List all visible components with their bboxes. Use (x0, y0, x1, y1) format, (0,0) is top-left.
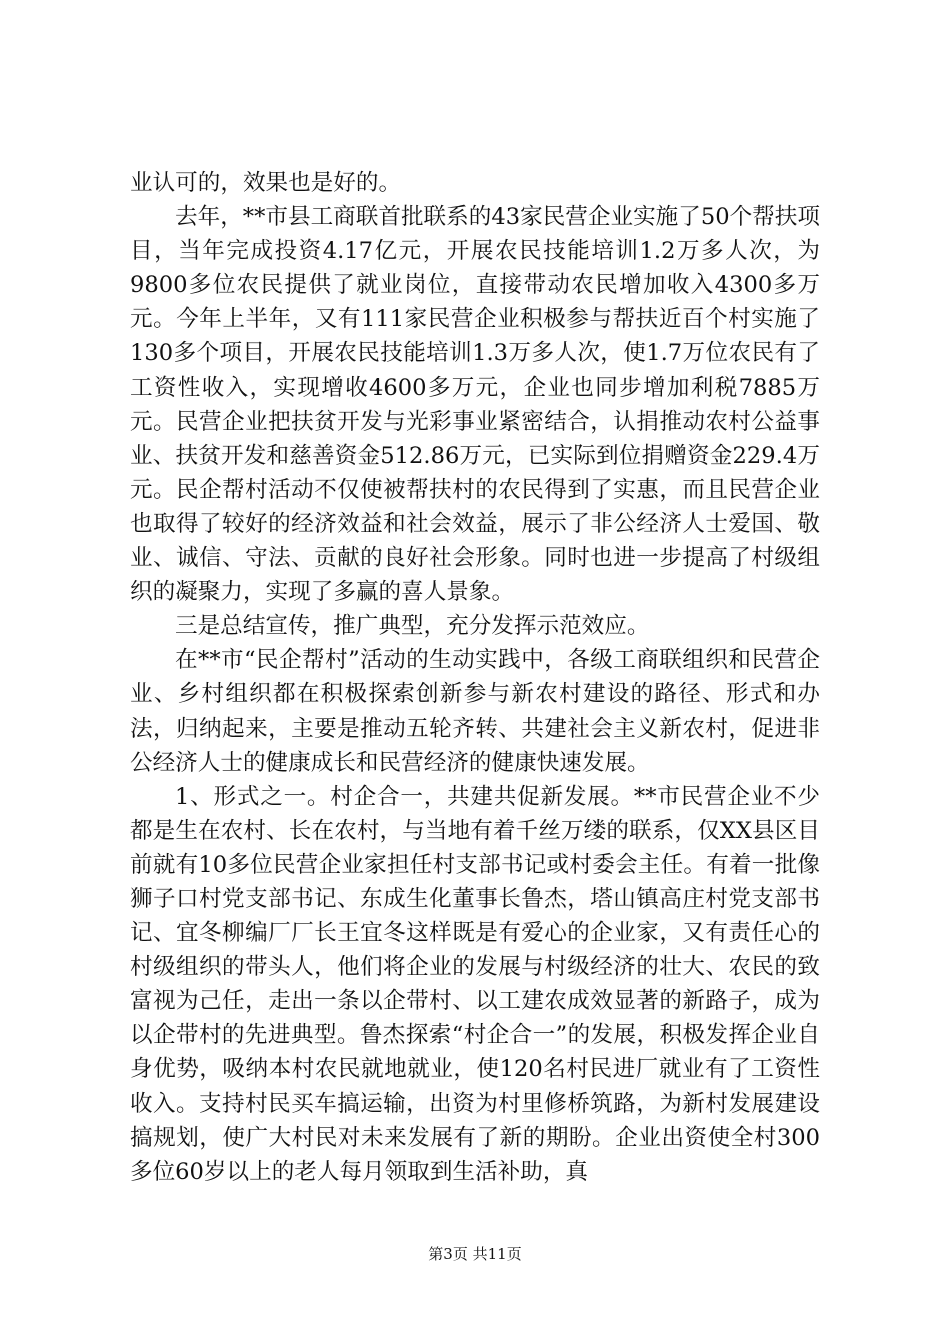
paragraph-continuation: 业认可的，效果也是好的。 (130, 170, 402, 196)
paragraph-form-one: 1、形式之一。村企合一，共建共促新发展。**市民营企业不少都是生在农村、长在农村，与当地有着千丝万缕的联系，仅XX县区目前就有10多位民营企业家担任村支部书记或村委会主任。有着一批像狮子口村党支部书记、东成生化董事长鲁杰，塔山镇高庄村党支部书记、宜冬柳编厂厂长王宜冬这样既是有爱心的企业家，又有责任心的村级组织的带头人，他们将企业的发展与村级经济的壮大、农民的致富视为己任，走出一条以企带村、以工建农成效显著的新路子，成为以企带村的先进典型。鲁杰探索“村企合一”的发展，积极发挥企业自身优势，吸纳本村农民就地就业，使120名村民进厂就业有了工资性收入。支持村民买车搞运输，出资为村里修桥筑路，为新村发展建设搞规划，使广大村民对未来发展有了新的期盼。企业出资使全村300多位60岁以上的老人每月领取到生活补助，真 (130, 783, 820, 1185)
page-number-footer: 第3页 共11页 (428, 1245, 522, 1263)
paragraph-results: 去年，**市县工商联首批联系的43家民营企业实施了50个帮扶项目，当年完成投资4.17亿元，开展农民技能培训1.2万多人次，为9800多位农民提供了就业岗位，直接带动农民增加收入4300多万元。今年上半年，又有111家民营企业积极参与帮扶近百个村实施了130多个项目，开展农民技能培训1.3万多人次，使1.7万位农民有了工资性收入，实现增收4600多万元，企业也同步增加利税7885万元。民营企业把扶贫开发与光彩事业紧密结合，认捐推动农村公益事业、扶贫开发和慈善资金512.86万元，已实际到位捐赠资金229.4万元。民企帮村活动不仅使被帮扶村的农民得到了实惠，而且民营企业也取得了较好的经济效益和社会效益，展示了非公经济人士爱国、敬业、诚信、守法、贡献的良好社会形象。同时也进一步提高了村级组织的凝聚力，实现了多赢的喜人景象。 (130, 204, 820, 606)
paragraph-practice: 在**市“民企帮村”活动的生动实践中，各级工商联组织和民营企业、乡村组织都在积极探索创新参与新农村建设的路径、形式和办法，归纳起来，主要是推动五轮齐转、共建社会主义新农村，促进非公经济人士的健康成长和民营经济的健康快速发展。 (130, 647, 820, 776)
document-body (130, 166, 820, 1189)
paragraph-heading-three: 三是总结宣传，推广典型，充分发挥示范效应。 (175, 613, 650, 640)
